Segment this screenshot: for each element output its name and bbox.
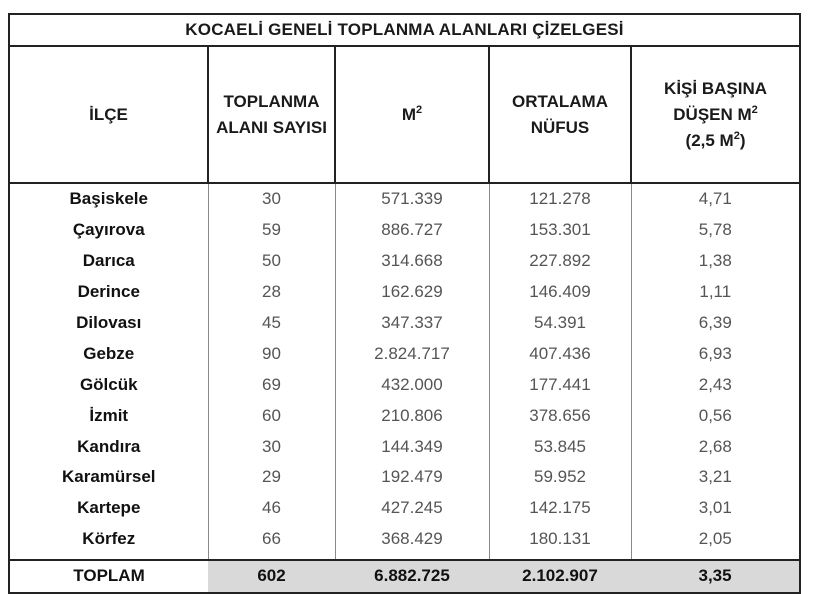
total-label: TOPLAM <box>9 560 208 593</box>
cell-kisi: 2,43 <box>631 369 800 400</box>
cell-alan: 29 <box>208 462 335 493</box>
header-ilce: İLÇE <box>9 46 208 183</box>
cell-kisi: 2,05 <box>631 524 800 560</box>
table-title: KOCAELİ GENELİ TOPLANMA ALANLARI ÇİZELGESİ <box>9 14 800 46</box>
cell-kisi: 3,21 <box>631 462 800 493</box>
cell-ilce: Darıca <box>9 246 208 277</box>
table-row <box>9 308 800 339</box>
cell-m2: 432.000 <box>335 369 489 400</box>
cell-m2: 571.339 <box>335 183 489 215</box>
cell-alan: 66 <box>208 524 335 560</box>
cell-kisi: 4,71 <box>631 183 800 215</box>
table-container <box>8 13 801 594</box>
cell-m2: 368.429 <box>335 524 489 560</box>
header-nufus: ORTALAMA NÜFUS <box>489 46 631 183</box>
cell-kisi: 0,56 <box>631 400 800 431</box>
cell-ilce: Gebze <box>9 338 208 369</box>
table-row <box>9 524 800 560</box>
cell-alan: 28 <box>208 277 335 308</box>
cell-nufus: 146.409 <box>489 277 631 308</box>
table-row <box>9 431 800 462</box>
total-m2: 6.882.725 <box>335 560 489 593</box>
table-row <box>9 462 800 493</box>
cell-nufus: 177.441 <box>489 369 631 400</box>
cell-ilce: Karamürsel <box>9 462 208 493</box>
cell-kisi: 3,01 <box>631 493 800 524</box>
table-body <box>9 183 800 560</box>
cell-alan: 30 <box>208 183 335 215</box>
cell-kisi: 6,93 <box>631 338 800 369</box>
cell-kisi: 1,11 <box>631 277 800 308</box>
cell-ilce: Kandıra <box>9 431 208 462</box>
cell-m2: 347.337 <box>335 308 489 339</box>
cell-ilce: Körfez <box>9 524 208 560</box>
cell-nufus: 54.391 <box>489 308 631 339</box>
cell-alan: 50 <box>208 246 335 277</box>
cell-nufus: 378.656 <box>489 400 631 431</box>
header-m2: $M^2$ <box>335 46 489 183</box>
total-kisi: 3,35 <box>631 560 800 593</box>
total-alan: 602 <box>208 560 335 593</box>
header-alan-sayisi: TOPLANMA ALANI SAYISI <box>208 46 335 183</box>
cell-ilce: Başiskele <box>9 183 208 215</box>
cell-ilce: Derince <box>9 277 208 308</box>
header-kisi-basina: KİŞİ BAŞINA DÜŞEN $M^2$ (2,5 $M^2$) <box>631 46 800 183</box>
table-row <box>9 369 800 400</box>
header-row <box>9 46 800 183</box>
cell-alan: 30 <box>208 431 335 462</box>
total-nufus: 2.102.907 <box>489 560 631 593</box>
cell-alan: 45 <box>208 308 335 339</box>
cell-alan: 59 <box>208 215 335 246</box>
cell-nufus: 121.278 <box>489 183 631 215</box>
cell-kisi: 5,78 <box>631 215 800 246</box>
table-row <box>9 246 800 277</box>
cell-alan: 46 <box>208 493 335 524</box>
cell-alan: 69 <box>208 369 335 400</box>
table-row <box>9 400 800 431</box>
cell-kisi: 1,38 <box>631 246 800 277</box>
cell-m2: 192.479 <box>335 462 489 493</box>
cell-m2: 886.727 <box>335 215 489 246</box>
cell-kisi: 2,68 <box>631 431 800 462</box>
cell-ilce: Çayırova <box>9 215 208 246</box>
table-row <box>9 215 800 246</box>
cell-nufus: 407.436 <box>489 338 631 369</box>
table-row <box>9 183 800 215</box>
cell-ilce: Kartepe <box>9 493 208 524</box>
assembly-areas-table <box>8 13 801 594</box>
total-row <box>9 560 800 593</box>
table-row <box>9 277 800 308</box>
cell-ilce: İzmit <box>9 400 208 431</box>
cell-nufus: 153.301 <box>489 215 631 246</box>
cell-m2: 144.349 <box>335 431 489 462</box>
cell-m2: 314.668 <box>335 246 489 277</box>
cell-alan: 60 <box>208 400 335 431</box>
cell-nufus: 227.892 <box>489 246 631 277</box>
cell-nufus: 59.952 <box>489 462 631 493</box>
cell-m2: 427.245 <box>335 493 489 524</box>
cell-nufus: 180.131 <box>489 524 631 560</box>
cell-alan: 90 <box>208 338 335 369</box>
cell-nufus: 53.845 <box>489 431 631 462</box>
cell-m2: 162.629 <box>335 277 489 308</box>
table-row <box>9 493 800 524</box>
cell-m2: 2.824.717 <box>335 338 489 369</box>
table-row <box>9 338 800 369</box>
cell-ilce: Gölcük <box>9 369 208 400</box>
cell-m2: 210.806 <box>335 400 489 431</box>
cell-nufus: 142.175 <box>489 493 631 524</box>
cell-ilce: Dilovası <box>9 308 208 339</box>
cell-kisi: 6,39 <box>631 308 800 339</box>
